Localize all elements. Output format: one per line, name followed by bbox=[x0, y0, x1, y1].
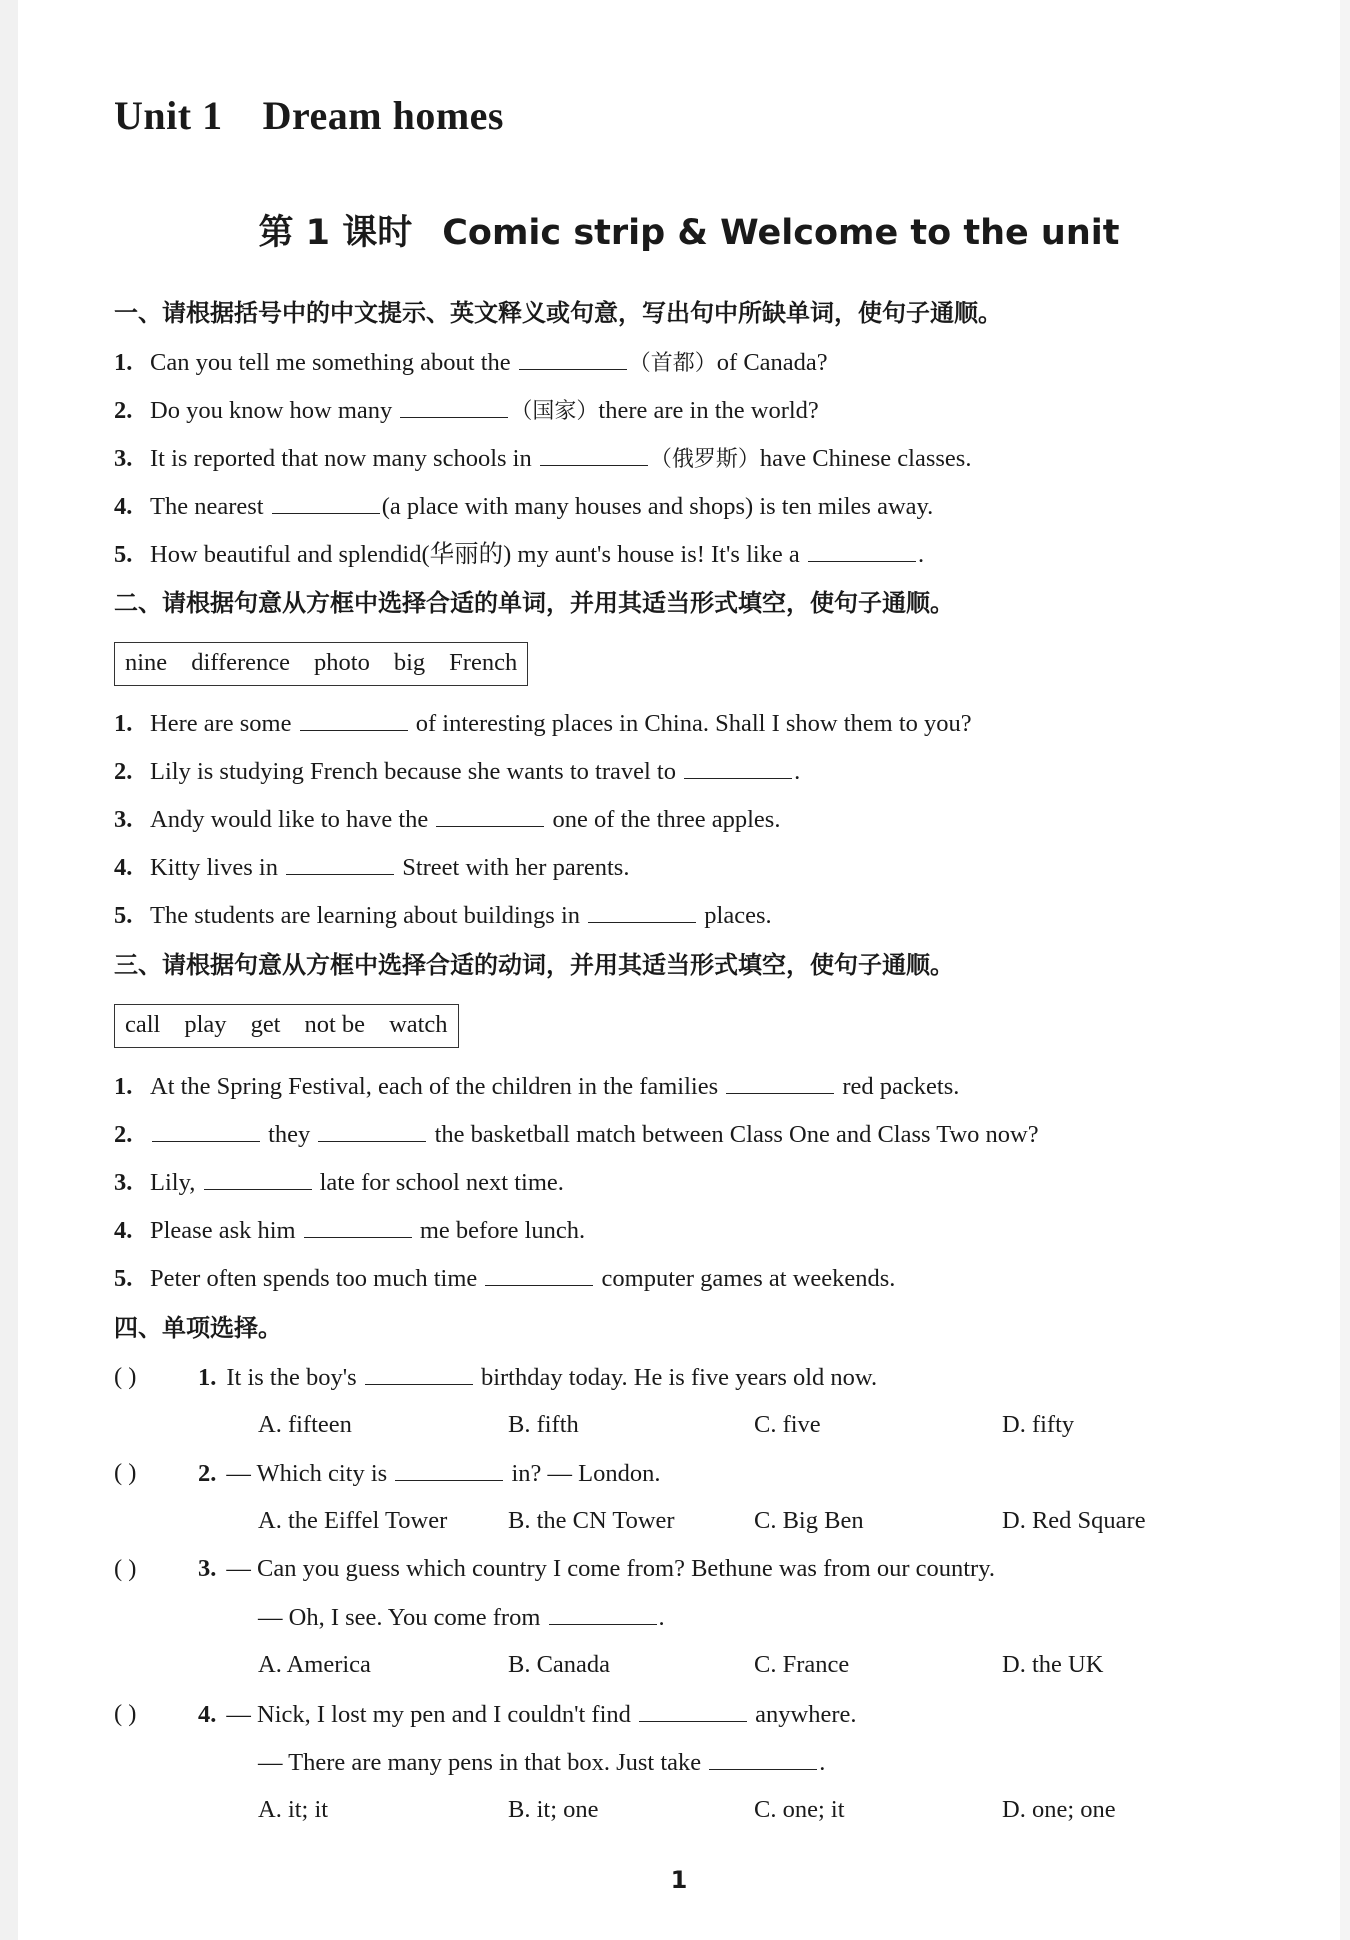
unit-title bbox=[114, 92, 504, 139]
sec1-item-5: 5. How beautiful and splendid(华丽的) my aunt's house is! It's like a . bbox=[114, 541, 925, 568]
word-option: call bbox=[125, 1011, 161, 1038]
answer-blank[interactable] bbox=[304, 1215, 412, 1238]
mc-option[interactable]: B. it; one bbox=[508, 1796, 599, 1823]
answer-blank[interactable] bbox=[400, 395, 508, 418]
section-2-heading: 二、请根据句意从方框中选择合适的单词，并用其适当形式填空，使句子通顺。 bbox=[114, 589, 954, 617]
answer-blank[interactable] bbox=[684, 756, 792, 779]
mc-option[interactable]: B. Canada bbox=[508, 1651, 611, 1678]
word-option: nine bbox=[125, 649, 168, 676]
mc-question-3-line-2: — Oh, I see. You come from . bbox=[258, 1604, 665, 1631]
sec3-item-2: 2. they the basketball match between Class One and Class Two now? bbox=[114, 1121, 1039, 1148]
mc-question-2: 2. — Which city is in? — London. bbox=[198, 1460, 661, 1487]
mc-question-1: 1. It is the boy's birthday today. He is five years old now. bbox=[198, 1364, 878, 1391]
sec2-item-3: 3. Andy would like to have the one of the three apples. bbox=[114, 806, 781, 833]
answer-blank[interactable] bbox=[318, 1119, 426, 1142]
word-option: get bbox=[250, 1011, 281, 1038]
answer-blank[interactable] bbox=[540, 443, 648, 466]
word-option: difference bbox=[191, 649, 291, 676]
mc-question-4: 4. — Nick, I lost my pen and I couldn't find anywhere. bbox=[198, 1701, 857, 1728]
answer-paren[interactable]: ( ) bbox=[114, 1555, 137, 1582]
lesson-name: Comic strip & Welcome to the unit bbox=[442, 213, 1120, 253]
mc-option[interactable]: D. fifty bbox=[1002, 1411, 1075, 1438]
mc-option[interactable]: C. Big Ben bbox=[754, 1507, 864, 1534]
section-4-heading: 四、单项选择。 bbox=[114, 1314, 282, 1342]
sec3-item-5: 5. Peter often spends too much time computer games at weekends. bbox=[114, 1265, 896, 1292]
answer-paren[interactable]: ( ) bbox=[114, 1700, 137, 1727]
answer-blank[interactable] bbox=[436, 804, 544, 827]
answer-blank[interactable] bbox=[152, 1119, 260, 1142]
sec2-item-4: 4. Kitty lives in Street with her parents. bbox=[114, 854, 630, 881]
answer-paren[interactable]: ( ) bbox=[114, 1459, 137, 1486]
mc-option[interactable]: D. Red Square bbox=[1002, 1507, 1146, 1534]
answer-blank bbox=[639, 1699, 747, 1722]
word-option: photo bbox=[314, 649, 370, 676]
answer-blank[interactable] bbox=[519, 347, 627, 370]
mc-option[interactable]: A. fifteen bbox=[258, 1411, 352, 1438]
answer-blank[interactable] bbox=[726, 1071, 834, 1094]
word-option: play bbox=[184, 1011, 227, 1038]
mc-option[interactable]: C. five bbox=[754, 1411, 821, 1438]
sec2-item-1: 1. Here are some of interesting places in China. Shall I show them to you? bbox=[114, 710, 972, 737]
answer-blank bbox=[365, 1362, 473, 1385]
answer-blank[interactable] bbox=[204, 1167, 312, 1190]
word-option: not be bbox=[304, 1011, 366, 1038]
lesson-title bbox=[18, 205, 1340, 255]
answer-blank[interactable] bbox=[286, 852, 394, 875]
sec3-item-3: 3. Lily, late for school next time. bbox=[114, 1169, 564, 1196]
answer-blank[interactable] bbox=[485, 1263, 593, 1286]
lesson-label: 第 1 课时 bbox=[258, 213, 413, 253]
word-option: watch bbox=[389, 1011, 448, 1038]
answer-paren[interactable]: ( ) bbox=[114, 1363, 137, 1390]
answer-blank bbox=[549, 1602, 657, 1625]
mc-question-3: 3. — Can you guess which country I come from? Bethune was from our country. bbox=[198, 1555, 995, 1582]
sec3-item-1: 1. At the Spring Festival, each of the children in the families red packets. bbox=[114, 1073, 960, 1100]
word-option: big bbox=[393, 649, 426, 676]
unit-label: Unit 1 bbox=[114, 93, 223, 138]
mc-option[interactable]: A. it; it bbox=[258, 1796, 329, 1823]
mc-option[interactable]: B. the CN Tower bbox=[508, 1507, 675, 1534]
mc-option[interactable]: D. the UK bbox=[1002, 1651, 1104, 1678]
word-box-2 bbox=[114, 642, 528, 686]
sec1-item-4: 4. The nearest (a place with many houses and shops) is ten miles away. bbox=[114, 493, 934, 520]
mc-option[interactable]: A. America bbox=[258, 1651, 371, 1678]
mc-option[interactable]: C. France bbox=[754, 1651, 850, 1678]
answer-blank bbox=[395, 1458, 503, 1481]
sec1-item-3: 3. It is reported that now many schools in （俄罗斯）have Chinese classes. bbox=[114, 445, 972, 472]
mc-option[interactable]: C. one; it bbox=[754, 1796, 845, 1823]
answer-blank bbox=[709, 1747, 817, 1770]
answer-blank[interactable] bbox=[300, 708, 408, 731]
unit-name: Dream homes bbox=[262, 93, 504, 138]
sec2-item-5: 5. The students are learning about buildings in places. bbox=[114, 902, 772, 929]
answer-blank[interactable] bbox=[588, 900, 696, 923]
page-number: 1 bbox=[670, 1866, 688, 1894]
sec2-item-2: 2. Lily is studying French because she wants to travel to . bbox=[114, 758, 801, 785]
word-option: French bbox=[449, 649, 518, 676]
sec1-item-2: 2. Do you know how many （国家）there are in the world? bbox=[114, 397, 819, 424]
mc-option[interactable]: D. one; one bbox=[1002, 1796, 1116, 1823]
sec1-item-1: 1. Can you tell me something about the （首都）of Canada? bbox=[114, 349, 828, 376]
section-1-heading: 一、请根据括号中的中文提示、英文释义或句意，写出句中所缺单词，使句子通顺。 bbox=[114, 299, 1002, 327]
word-box-3 bbox=[114, 1004, 459, 1048]
section-3-heading: 三、请根据句意从方框中选择合适的动词，并用其适当形式填空，使句子通顺。 bbox=[114, 951, 954, 979]
answer-blank[interactable] bbox=[272, 491, 380, 514]
mc-option[interactable]: B. fifth bbox=[508, 1411, 579, 1438]
mc-option[interactable]: A. the Eiffel Tower bbox=[258, 1507, 448, 1534]
answer-blank[interactable] bbox=[808, 539, 916, 562]
sec3-item-4: 4. Please ask him me before lunch. bbox=[114, 1217, 586, 1244]
mc-question-4-line-2: — There are many pens in that box. Just take . bbox=[258, 1749, 826, 1776]
